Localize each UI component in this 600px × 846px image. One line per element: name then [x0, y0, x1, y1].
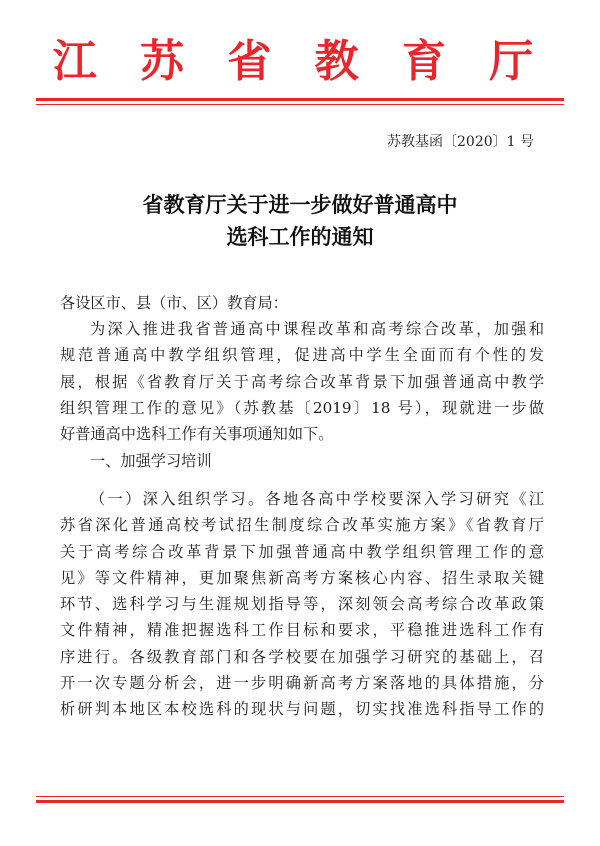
paragraph-line: 关于高考综合改革背景下加强普通高中教学组织管理工作的意 — [60, 542, 544, 561]
paragraph-line: 序进行。各级教育部门和各学校要在加强学习研究的基础上，召 — [60, 647, 544, 666]
document-number: 苏教基函〔2020〕1 号 — [387, 134, 534, 150]
paragraph-line: 环节、选科学习与生涯规划指导等，深刻领会高考综合改革政策 — [60, 595, 544, 614]
paragraph-2 — [60, 486, 544, 723]
document-title-line-1: 省教育厅关于进一步做好普通高中 — [142, 192, 458, 217]
section-heading-text: 一、加强学习培训 — [90, 452, 212, 470]
letterhead-org-name: 江 苏 省 教 育 厅 — [52, 36, 548, 87]
document-title-line-2: 选科工作的通知 — [226, 224, 374, 249]
paragraph-line: 组织管理工作的意见》（苏教基〔2019〕18 号），现就进一步做 — [60, 398, 544, 417]
letterhead-rule-thick — [36, 98, 564, 101]
paragraph-line: 文件精神，精准把握选科工作目标和要求，平稳推进选科工作有 — [60, 621, 544, 640]
paragraph-line: 好普通高中选科工作有关事项通知如下。 — [60, 425, 334, 444]
paragraph-1 — [60, 316, 544, 447]
letterhead-rule-thin — [36, 104, 564, 105]
paragraph-line: 开一次专题分析会，进一步明确新高考方案落地的具体措施，分 — [60, 674, 544, 693]
salutation — [60, 290, 544, 316]
paragraph-line: 苏省深化普通高校考试招生制度综合改革实施方案》《省教育厅 — [60, 516, 544, 535]
paragraph-line: 规范普通高中教学组织管理，促进高中学生全面而有个性的发 — [60, 346, 544, 365]
section-1-heading — [60, 448, 544, 474]
paragraph-line: （一）深入组织学习。各地各高中学校要深入学习研究《江 — [90, 490, 544, 508]
footer-rule-thin — [36, 796, 564, 797]
paragraph-line: 为深入推进我省普通高中课程改革和高考综合改革，加强和 — [90, 320, 544, 338]
paragraph-line: 展，根据《省教育厅关于高考综合改革背景下加强普通高中教学 — [60, 372, 544, 391]
salutation-text: 各设区市、县（市、区）教育局： — [60, 294, 288, 312]
footer-rule-thick — [36, 800, 564, 803]
paragraph-line: 析研判本地区本校选科的现状与问题，切实找准选科指导工作的 — [60, 700, 544, 719]
paragraph-line: 见》等文件精神，更加聚焦新高考方案核心内容、招生录取关键 — [60, 568, 544, 587]
